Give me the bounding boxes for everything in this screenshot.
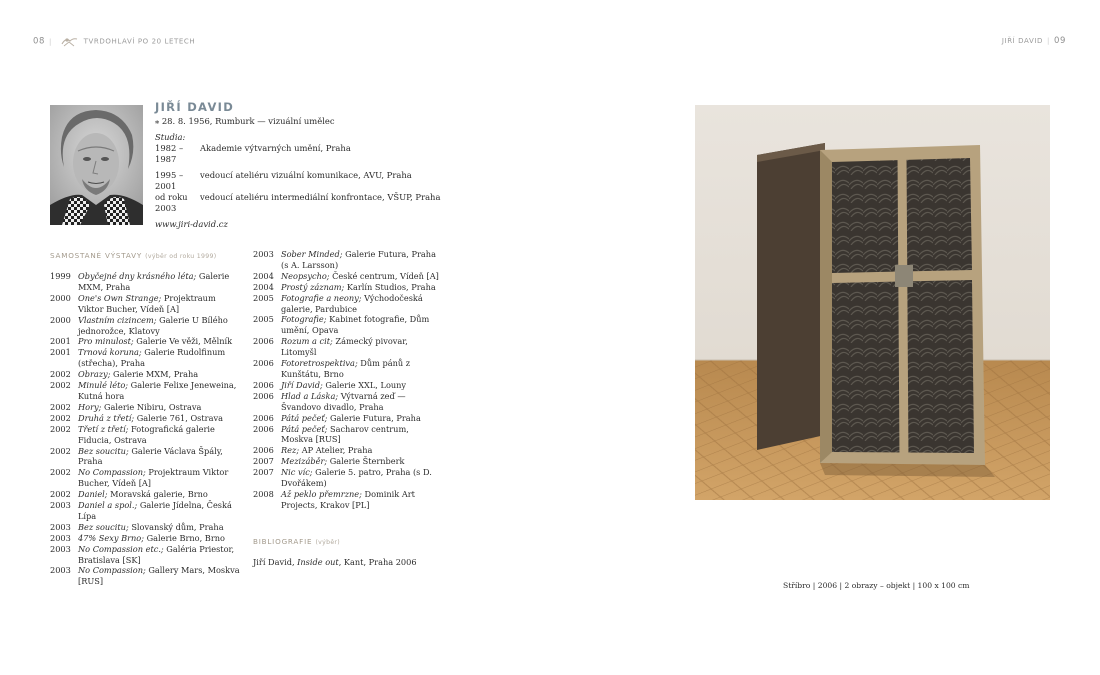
- exhibition-venue: Kabinet fotografie, Dům umění, Opava: [281, 314, 430, 336]
- exhibition-year: 2007: [253, 467, 274, 478]
- exhibition-title: Pátá pečeť;: [281, 423, 328, 434]
- exhibition-entry: [253, 293, 443, 315]
- exhibition-year: 2003: [50, 500, 71, 511]
- book-title: TVRDOHLAVÍ PO 20 LETECH: [83, 37, 196, 46]
- exhibition-description: [78, 565, 240, 587]
- exhibition-venue: Fotografická galerie Fiducia, Ostrava: [78, 423, 215, 445]
- exhibition-title: No Compassion etc.;: [78, 543, 164, 554]
- exhibition-entry: [50, 347, 240, 369]
- exhibition-venue: Galerie MXM, Praha: [78, 271, 230, 292]
- exhibition-year: 2003: [50, 532, 71, 543]
- exhibition-entry: [50, 413, 240, 424]
- exhibition-venue: Východočeská galerie, Pardubice: [281, 292, 423, 314]
- exhibition-venue: Galerie Futura, Praha (s A. Larsson): [281, 249, 436, 270]
- exhibition-description: [281, 413, 443, 424]
- exhibition-description: [78, 315, 240, 337]
- exhibition-year: 2006: [253, 379, 274, 390]
- study-years: 1982 – 1987: [155, 143, 184, 164]
- exhibition-venue: Galerie U Bílého jednorožce, Klatovy: [78, 314, 228, 336]
- exhibition-description: [78, 380, 240, 402]
- exhibition-entry: [50, 489, 240, 500]
- artist-bio: [155, 102, 485, 230]
- exhibition-description: [78, 271, 240, 293]
- exhibition-title: Obrazy;: [78, 369, 111, 380]
- exhibition-entry: [253, 358, 443, 380]
- exhibition-description: [78, 369, 240, 380]
- bibliography-note: (výběr): [315, 539, 340, 546]
- exhibition-title: Vlastním cizincem;: [78, 314, 157, 325]
- exhibition-year: 2004: [253, 281, 274, 292]
- exhibition-year: 2002: [50, 369, 71, 380]
- exhibition-title: Prostý záznam;: [281, 281, 345, 292]
- exhibition-venue: Galerie Ve věži, Mělník: [133, 336, 233, 347]
- exhibition-year: 2002: [50, 445, 71, 456]
- exhibition-title: Bez soucitu;: [78, 445, 129, 456]
- exhibition-title: Sober Minded;: [281, 249, 343, 259]
- exhibition-year: 2000: [50, 314, 71, 325]
- exhibition-venue: Slovanský dům, Praha: [128, 521, 224, 532]
- exhibition-title: Pro minulost;: [78, 336, 134, 347]
- exhibition-entry: [50, 533, 240, 544]
- exhibition-entry: [50, 315, 240, 337]
- position-years: od roku 2003: [155, 192, 188, 213]
- exhibition-year: 2001: [50, 336, 71, 347]
- exhibition-entry: [50, 293, 240, 315]
- exhibition-entry: [253, 456, 443, 467]
- exhibition-year: 2006: [253, 423, 274, 434]
- exhibition-entry: [50, 424, 240, 446]
- exhibition-venue: Galerie XXL, Louny: [322, 379, 407, 390]
- exhibition-year: 2006: [253, 358, 274, 369]
- exhibition-title: Pátá pečeť;: [281, 412, 328, 423]
- exhibition-title: Rez;: [281, 445, 300, 456]
- exhibition-description: [78, 500, 240, 522]
- exhibition-venue: Galerie Jídelna, Česká Lípa: [78, 500, 232, 521]
- right-page-number: 09: [1053, 36, 1066, 46]
- exhibition-title: Trnová koruna;: [78, 347, 142, 358]
- exhibition-title: No Compassion;: [78, 565, 146, 576]
- exhibition-entry: [253, 336, 443, 358]
- exhibition-title: Druhá z třetí;: [78, 412, 135, 423]
- exhibition-venue: Galéria Priestor, Bratislava [SK]: [78, 543, 235, 565]
- position-row: [155, 170, 485, 192]
- exhibition-year: 2008: [253, 488, 274, 499]
- exhibitions-title: SAMOSTANÉ VÝSTAVY: [50, 251, 143, 260]
- left-page-number: 08: [33, 36, 46, 47]
- position-row: [155, 192, 485, 214]
- exhibition-entry: [253, 424, 443, 446]
- exhibition-entry: [253, 413, 443, 424]
- exhibition-year: 2005: [253, 314, 274, 325]
- exhibition-title: Až peklo přemrzne;: [281, 488, 362, 499]
- studies-label: Studia:: [155, 132, 186, 142]
- exhibition-entry: [253, 489, 443, 511]
- exhibition-description: [281, 293, 443, 315]
- exhibition-description: [78, 467, 240, 489]
- exhibition-entry: [253, 467, 443, 489]
- exhibition-description: [78, 336, 240, 347]
- exhibition-venue: Dominik Art Projects, Krakov [PL]: [281, 488, 415, 510]
- exhibitions-heading: [50, 251, 216, 260]
- exhibition-title: Fotografie a neony;: [281, 292, 362, 303]
- exhibition-year: 2002: [50, 423, 71, 434]
- exhibition-year: 2004: [253, 270, 274, 281]
- exhibition-year: 2002: [50, 380, 71, 391]
- exhibition-venue: Galerie 5. patro, Praha (s D. Dvořákem): [281, 467, 432, 489]
- exhibition-venue: Karlín Studios, Praha: [344, 281, 436, 292]
- exhibition-venue: Zámecký pivovar, Litomyšl: [281, 336, 408, 358]
- exhibition-entry: [50, 467, 240, 489]
- exhibition-venue: Galerie 761, Ostrava: [134, 412, 223, 423]
- exhibition-entry: [50, 500, 240, 522]
- exhibition-title: Neopsycho;: [281, 270, 330, 281]
- exhibition-title: No Compassion;: [78, 467, 146, 478]
- exhibition-entry: [253, 391, 443, 413]
- exhibition-description: [78, 522, 240, 533]
- exhibition-description: [281, 424, 443, 446]
- exhibition-venue: Galerie Brno, Brno: [144, 532, 225, 543]
- exhibition-title: Obyčejné dny krásného léta;: [78, 271, 197, 281]
- exhibition-entry: [253, 314, 443, 336]
- exhibition-year: 2006: [253, 445, 274, 456]
- exhibitions-note: (výběr od roku 1999): [145, 253, 217, 260]
- bibliography-title: BIBLIOGRAFIE: [253, 537, 313, 546]
- exhibition-venue: Galerie Václava Špály, Praha: [78, 445, 223, 467]
- exhibition-description: [78, 293, 240, 315]
- position-text: vedoucí ateliéru vizuální komunikace, AVU, Praha: [200, 170, 412, 180]
- exhibition-venue: AP Atelier, Praha: [299, 445, 373, 456]
- exhibition-entry: [253, 249, 443, 271]
- left-page-header: [33, 36, 195, 47]
- exhibition-description: [281, 445, 443, 456]
- exhibition-title: One's Own Strange;: [78, 292, 162, 303]
- exhibition-description: [281, 467, 443, 489]
- bibliography-heading: [253, 537, 340, 546]
- bibliography-entry: [253, 557, 453, 568]
- exhibition-description: [281, 249, 443, 271]
- exhibition-description: [78, 347, 240, 369]
- exhibition-venue: Gallery Mars, Moskva [RUS]: [78, 565, 240, 587]
- exhibition-title: Minulé léto;: [78, 380, 129, 391]
- exhibition-description: [78, 544, 240, 566]
- exhibition-entry: [50, 522, 240, 533]
- exhibition-title: Mezizáběr;: [281, 456, 328, 467]
- exhibition-year: 2001: [50, 347, 71, 358]
- artwork-photo: [695, 105, 1050, 500]
- exhibition-description: [281, 456, 443, 467]
- exhibition-venue: Galerie Šternberk: [327, 456, 405, 467]
- exhibition-entry: [50, 336, 240, 347]
- position-text: vedoucí ateliéru intermediální konfrontace, VŠUP, Praha: [200, 192, 441, 202]
- exhibition-entry: [50, 565, 240, 587]
- exhibition-title: Třetí z třetí;: [78, 423, 129, 434]
- exhibition-entry: [50, 544, 240, 566]
- study-institution: Akademie výtvarných umění, Praha: [200, 143, 351, 153]
- book-logo-icon: [61, 36, 78, 47]
- exhibition-entry: [253, 380, 443, 391]
- exhibition-description: [78, 446, 240, 468]
- exhibition-venue: Galerie Nibiru, Ostrava: [101, 401, 202, 412]
- exhibition-entry: [50, 446, 240, 468]
- exhibition-venue: Sacharov centrum, Moskva [RUS]: [281, 423, 409, 445]
- website-link[interactable]: www.jiri-david.cz: [155, 219, 228, 229]
- exhibition-title: Fotoretrospektiva;: [281, 358, 358, 369]
- exhibition-year: 2005: [253, 292, 274, 303]
- bibliography-book-title: Inside out: [297, 557, 339, 567]
- exhibition-year: 2006: [253, 390, 274, 401]
- exhibition-title: Nic víc;: [281, 467, 313, 478]
- header-separator: |: [1047, 37, 1050, 45]
- exhibition-entry: [253, 445, 443, 456]
- exhibition-title: 47% Sexy Brno;: [78, 532, 144, 543]
- position-years: 1995 – 2001: [155, 170, 184, 191]
- exhibition-description: [78, 402, 240, 413]
- bibliography-author: Jiří David,: [253, 557, 298, 567]
- exhibition-description: [281, 314, 443, 336]
- exhibition-year: 2003: [50, 543, 71, 554]
- exhibition-description: [281, 271, 443, 282]
- exhibition-year: 2002: [50, 489, 71, 500]
- right-page-header: [1002, 36, 1066, 46]
- exhibition-year: 1999: [50, 271, 71, 281]
- exhibition-year: 2003: [253, 249, 274, 259]
- exhibition-title: Bez soucitu;: [78, 521, 129, 532]
- exhibition-year: 2003: [50, 565, 71, 576]
- exhibition-year: 2000: [50, 292, 71, 303]
- exhibition-year: 2002: [50, 412, 71, 423]
- photo-caption: Stříbro | 2006 | 2 obrazy – objekt | 100 x 100 cm: [783, 581, 970, 590]
- exhibition-venue: Projektraum Viktor Bucher, Vídeň [A]: [78, 292, 216, 314]
- exhibition-venue: České centrum, Vídeň [A]: [329, 270, 439, 281]
- exhibition-description: [78, 533, 240, 544]
- exhibition-entry: [50, 402, 240, 413]
- exhibition-description: [281, 358, 443, 380]
- exhibition-year: 2002: [50, 467, 71, 478]
- exhibition-description: [78, 489, 240, 500]
- exhibition-description: [281, 282, 443, 293]
- exhibition-venue: Projektraum Viktor Bucher, Vídeň [A]: [78, 467, 229, 489]
- exhibition-title: Jiří David;: [281, 379, 323, 390]
- exhibition-year: 2002: [50, 401, 71, 412]
- study-row: [155, 143, 485, 165]
- artist-portrait-photo: [50, 105, 143, 225]
- exhibition-venue: Dům pánů z Kunštátu, Brno: [281, 358, 411, 379]
- exhibition-entry: [50, 271, 240, 293]
- exhibition-title: Daniel;: [78, 489, 108, 500]
- exhibition-entry: [50, 369, 240, 380]
- exhibition-venue: Galerie Felixe Jeneweina, Kutná hora: [78, 380, 237, 401]
- exhibition-venue: Moravská galerie, Brno: [107, 489, 208, 500]
- birth-info: ⁎ 28. 8. 1956, Rumburk — vizuální umělec: [155, 116, 335, 126]
- exhibition-description: [281, 489, 443, 511]
- exhibition-venue: Výtvarná zeď — Švandovo divadlo, Praha: [281, 390, 406, 412]
- exhibition-description: [78, 413, 240, 424]
- exhibition-description: [78, 424, 240, 446]
- exhibitions-column-2: [253, 249, 443, 511]
- exhibition-year: 2006: [253, 336, 274, 347]
- exhibition-description: [281, 391, 443, 413]
- exhibition-year: 2007: [253, 456, 274, 467]
- exhibitions-column-1: [50, 271, 240, 587]
- artist-header-name: JIŘÍ DAVID: [1001, 37, 1043, 45]
- exhibition-year: 2006: [253, 412, 274, 423]
- exhibition-entry: [253, 271, 443, 282]
- bibliography-publisher: , Kant, Praha 2006: [338, 557, 417, 567]
- exhibition-venue: Galerie Rudolfinum (střecha), Praha: [78, 347, 226, 369]
- exhibition-venue: Galerie MXM, Praha: [110, 369, 199, 380]
- exhibition-year: 2003: [50, 521, 71, 532]
- exhibition-entry: [253, 282, 443, 293]
- exhibition-venue: Galerie Futura, Praha: [327, 412, 421, 423]
- exhibition-title: Hlad a Láska;: [281, 390, 339, 401]
- exhibition-title: Fotografie;: [281, 314, 327, 325]
- header-separator: |: [49, 37, 52, 46]
- exhibition-title: Hory;: [78, 401, 102, 412]
- exhibition-title: Rozum a cit;: [281, 336, 333, 347]
- exhibition-title: Daniel a spol.;: [78, 500, 138, 511]
- exhibition-description: [281, 336, 443, 358]
- exhibition-entry: [50, 380, 240, 402]
- artist-name: JIŘÍ DAVID: [155, 100, 235, 114]
- exhibition-description: [281, 380, 443, 391]
